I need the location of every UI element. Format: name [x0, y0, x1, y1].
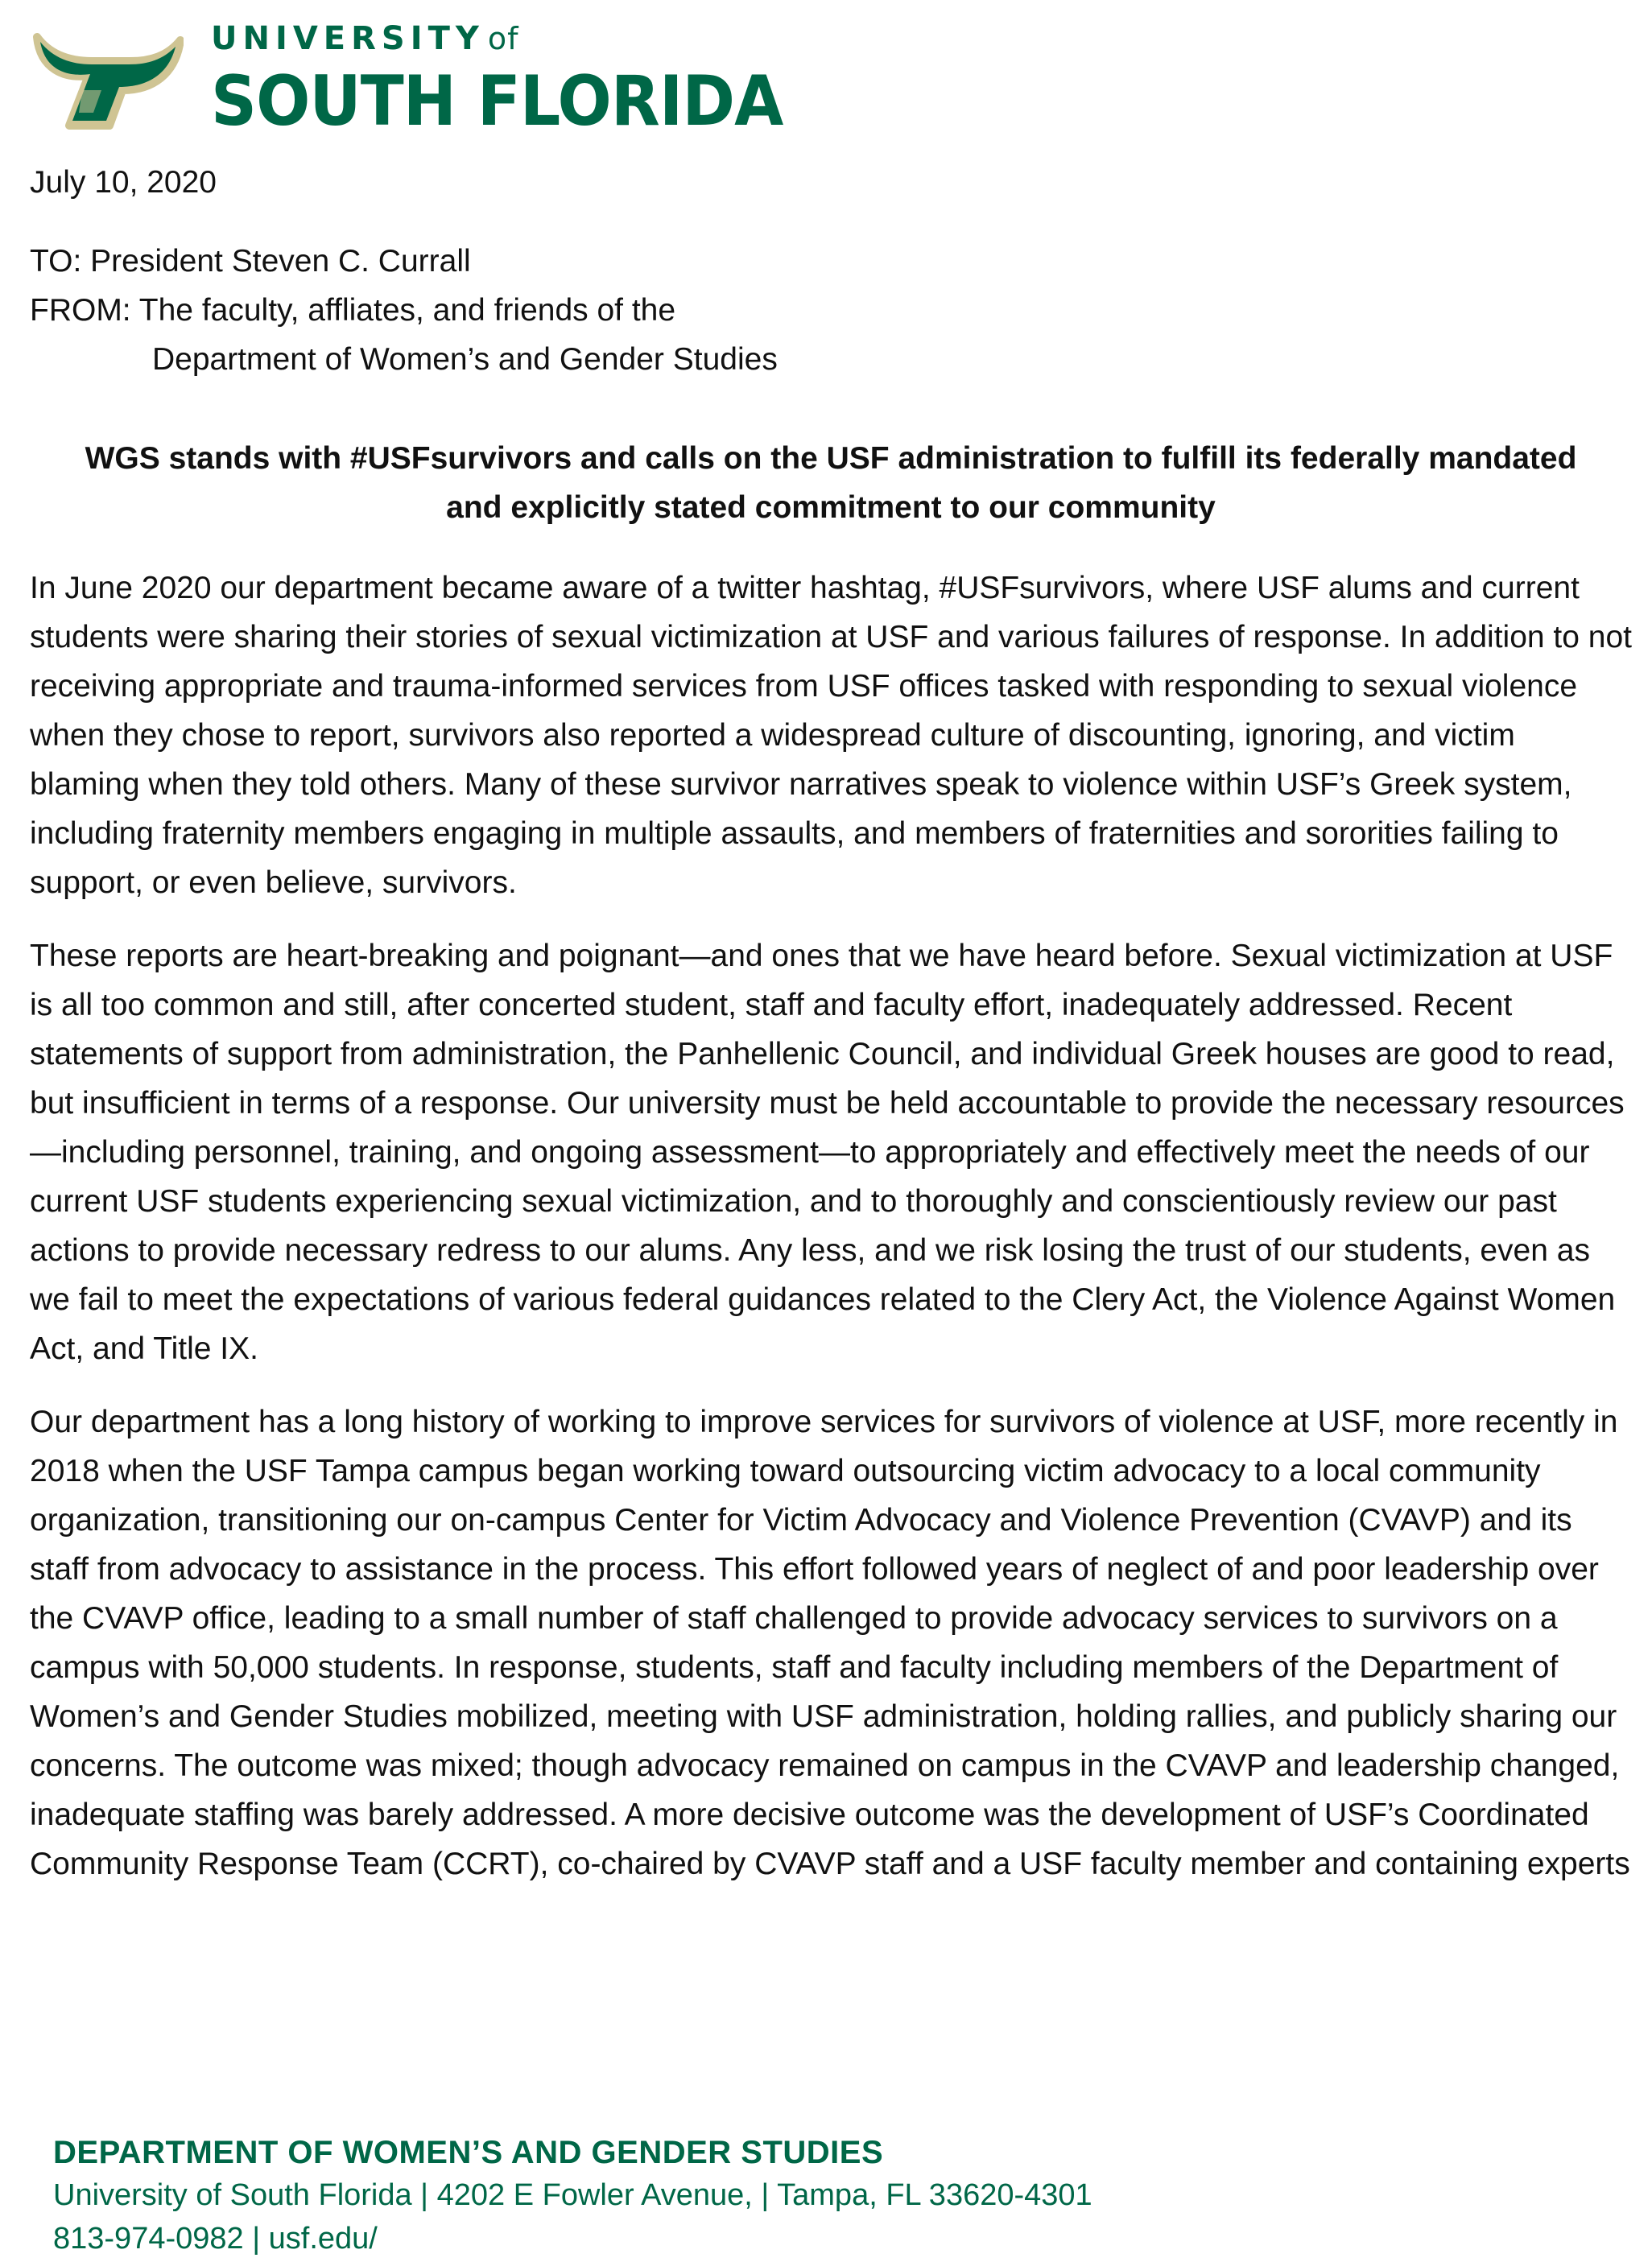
- memo-from-continued: Department of Women’s and Gender Studies: [152, 342, 778, 377]
- university-wordmark: [211, 19, 832, 140]
- letterhead: [32, 13, 783, 142]
- usf-bull-horns-icon: [32, 13, 184, 134]
- body-paragraph-3: Our department has a long history of working to improve services for survivors of violence at USF, more recently in 2018 when the USF Tampa campus began working toward outsourcing victim advocacy to a local community organization, transitioning our on-campus Center for Victim Advocacy and Violence Prevention (CVAVP) and its staff from advocacy to assistance in the process. This effort followed years of neglect of and poor leadership over the CVAVP office, leading to a small number of staff challenged to provide advocacy services to survivors on a campus with 50,000 students. In response, students, staff and faculty including members of the Department of Women’s and Gender Studies mobilized, meeting with USF administration, holding rallies, and publicly sharing our concerns. The outcome was mixed; though advocacy remained on campus in the CVAVP and leadership changed, inadequate staffing was barely addressed. A more decisive outcome was the development of USF’s Coordinated Community Response Team (CCRT), co-chaired by CVAVP staff and a USF faculty member and containing experts: [30, 1405, 1630, 1881]
- wordmark-of: of: [487, 21, 519, 56]
- footer-department: DEPARTMENT OF WOMEN’S AND GENDER STUDIES: [53, 2135, 884, 2170]
- body-paragraph-1: In June 2020 our department became aware of a twitter hashtag, #USFsurvivors, where USF alums and current students were sharing their stories of sexual victimization at USF and various failures of response. In addition to not receiving appropriate and trauma-informed services from USF offices tasked with responding to sexual violence when they chose to report, survivors also reported a widespread culture of discounting, ignoring, and victim blaming when they told others. Many of these survivor narratives speak to violence within USF’s Greek system, including fraternity members engaging in multiple assaults, and members of fraternities and sororities failing to support, or even believe, survivors.: [30, 571, 1633, 900]
- letter-footer: [53, 2132, 1092, 2260]
- wordmark-university-line: [211, 19, 832, 58]
- letter-headline: WGS stands with #USFsurvivors and calls on the USF administration to fulfill its federally mandated and explicitly stated commitment to our community: [85, 441, 1577, 525]
- footer-contact: 813-974-0982 | usf.edu/: [53, 2222, 378, 2256]
- memo-from: FROM: The faculty, affliates, and friends of the: [30, 293, 676, 328]
- footer-address: University of South Florida | 4202 E Fowler Avenue, | Tampa, FL 33620-4301: [53, 2178, 1092, 2212]
- memo-header: [30, 237, 1632, 384]
- memo-to: TO: President Steven C. Currall: [30, 244, 471, 279]
- letter-date: July 10, 2020: [30, 165, 217, 200]
- letter-body: [30, 158, 1632, 1888]
- body-paragraph-2: These reports are heart-breaking and poignant—and ones that we have heard before. Sexual victimization at USF is all too common and still, after concerted student, staff and faculty effort, inadequately addressed. Recent statements of support from administration, the Panhellenic Council, and individual Greek houses are good to read, but insufficient in terms of a response. Our university must be held accountable to provide the necessary resources—including personnel, training, and ongoing assessment—to appropriately and effectively meet the needs of our current USF students experiencing sexual victimization, and to thoroughly and conscientiously review our past actions to provide necessary redress to our alums. Any less, and we risk losing the trust of our students, even as we fail to meet the expectations of various federal guidances related to the Clery Act, the Violence Against Women Act, and Title IX.: [30, 939, 1625, 1366]
- wordmark-university: UNIVERSITY: [211, 20, 485, 57]
- wordmark-south-florida: SOUTH FLORIDA: [211, 61, 783, 142]
